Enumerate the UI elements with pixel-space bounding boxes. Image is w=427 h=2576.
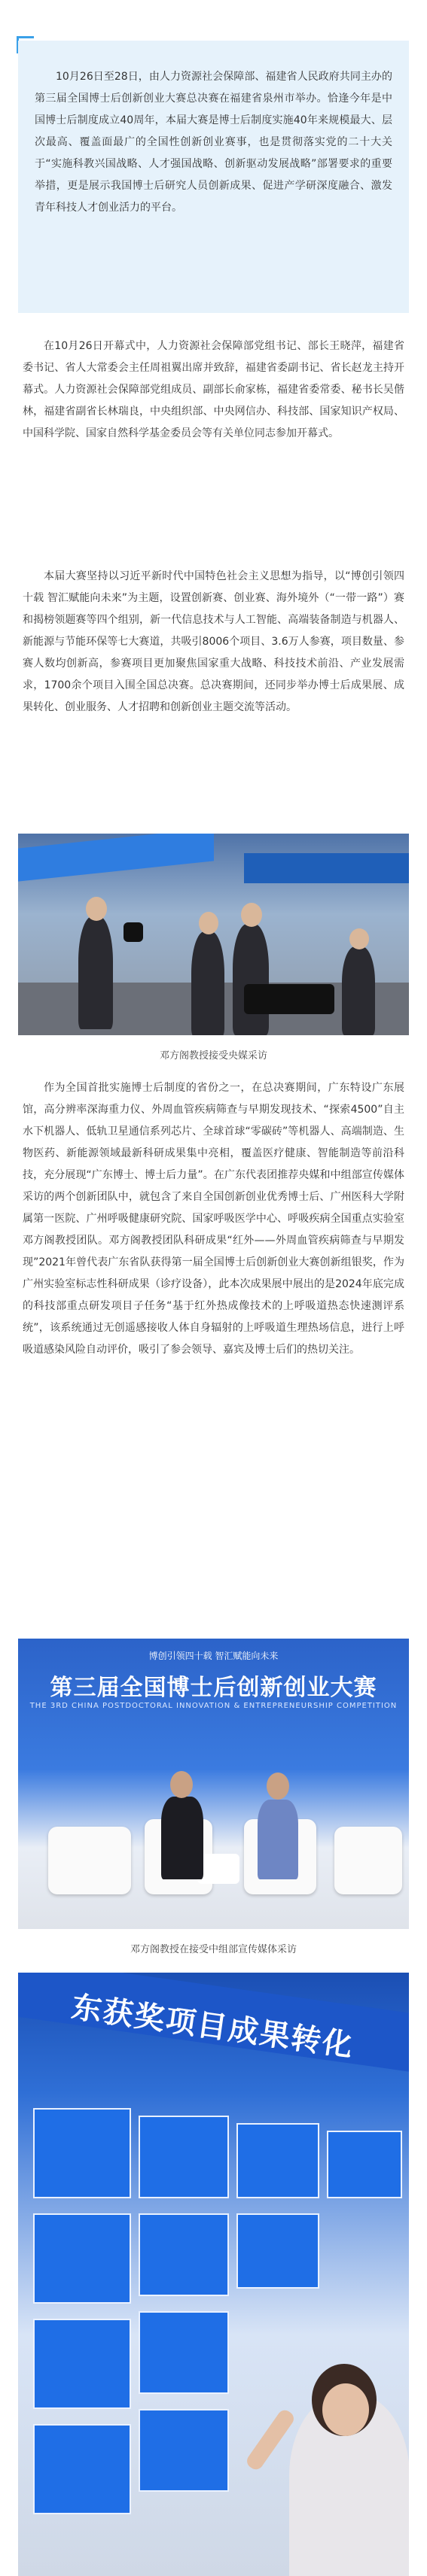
exhibition-photo xyxy=(18,1973,409,2576)
theme-section xyxy=(18,566,409,718)
opening-paragraph: 在10月26日开幕式中，人力资源社会保障部党组书记、部长王晓萍，福建省委书记、省人大常委会主任周祖翼出席并致辞，福建省委副书记、省长赵龙主持开幕式。人力资源社会保障部党组成员、副部长俞家栋，福建省委常委、秘书长吴偕林，福建省副省长林瑞良，中央组织部、中央网信办、科技部、国家知识产权局、中国科学院、国家自然科学基金委员会等有关单位同志参加开幕式。 xyxy=(23,340,404,439)
guangdong-paragraph: 作为全国首批实施博士后制度的省份之一，在总决赛期间，广东特设广东展馆，高分辨率深海重力仪、外周血管疾病筛查与早期发现技术、“探索4500”自主水下机器人、低轨卫星通信系列芯片、全球首球“零碳砖”等机器人、高端制造、生物医药、新能源领域最新科研成果集中亮相，覆盖医疗健康、智能制造等前沿科技，充分展现“广东博士、博士后力量”。在广东代表团推荐央媒和中组部宣传媒体采访的两个创新团队中，就包含了来自全国创新创业优秀博士后、广州医科大学附属第一医院、广州呼吸健康研究院、国家呼吸医学中心、呼吸疾病全国重点实验室邓方阁教授团队。邓方阁教授团队科研成果“红外——外周血管疾病筛查与早期发现”2021年曾代表广东省队获得第一届全国博士后创新创业大赛创新组银奖，作为广州实验室标志性科研成果（诊疗设备），此本次成果展中展出的是2024年底完成的科技部重点研发项目子任务“基于红外热成像技术的上呼吸道热态快速测评系统”，该系统通过无创遥感接收人体自身辐射的上呼吸道生理热场信息，进行上呼吸道感染风险自动评价，吸引了参会领导、嘉宾及博士后们的热切关注。 xyxy=(23,1082,404,1356)
photo1-caption: 邓方阁教授接受央媒采访 xyxy=(159,1050,267,1062)
photo3-sign: 东获奖项目成果转化 xyxy=(69,1989,356,2064)
photo2-caption: 邓方阁教授在接受中组部宣传媒体采访 xyxy=(130,1944,297,1955)
intro-box xyxy=(18,41,409,313)
interview-photo-2 xyxy=(18,1639,409,1929)
theme-paragraph: 本届大赛坚持以习近平新时代中国特色社会主义思想为指导，以“博创引领四十载 智汇赋能向未来”为主题，设置创新赛、创业赛、海外境外（“一带一路”）赛和揭榜领题赛等四个组别，新一代信息技术与人工智能、高端装备制造与机器人、新能源与节能环保等七大赛道，共吸引8006个项目、3.6万人参赛，项目数量、参赛人数均创新高，参赛项目更加聚焦国家重大战略、科技技术前沿、产业发展需求，1700余个项目入围全国总决赛。总决赛期间，还同步举办博士后成果展、成果转化、创业服务、人才招聘和创新创业主题交流等活动。 xyxy=(23,570,404,713)
opening-section xyxy=(18,336,409,445)
interview-photo-1 xyxy=(18,834,409,1035)
photo2-topline: 博创引领四十载 智汇赋能向未来 xyxy=(148,1651,279,1661)
intro-paragraph: 10月26日至28日，由人力资源社会保障部、福建省人民政府共同主办的第三届全国博士后创新创业大赛总决赛在福建省泉州市举办。恰逢今年是中国博士后制度成立40周年，本届大赛是博士后制度实施40年来规模最大、层次最高、覆盖面最广的全国性创新创业赛事，也是贯彻落实党的二十大关于“实施科教兴国战略、人才强国战略、创新驱动发展战略”部署要求的重要举措，更是展示我国博士后研究人员创新成果、促进产学研深度融合、激发青年科技人才创业活力的平台。 xyxy=(35,71,392,214)
guangdong-section xyxy=(18,1077,409,1361)
photo2-title: 第三届全国博士后创新创业大赛 xyxy=(50,1675,377,1701)
photo2-subtitle: THE 3RD CHINA POSTDOCTORAL INNOVATION & ENTREPRENEURSHIP COMPETITION xyxy=(29,1702,398,1710)
